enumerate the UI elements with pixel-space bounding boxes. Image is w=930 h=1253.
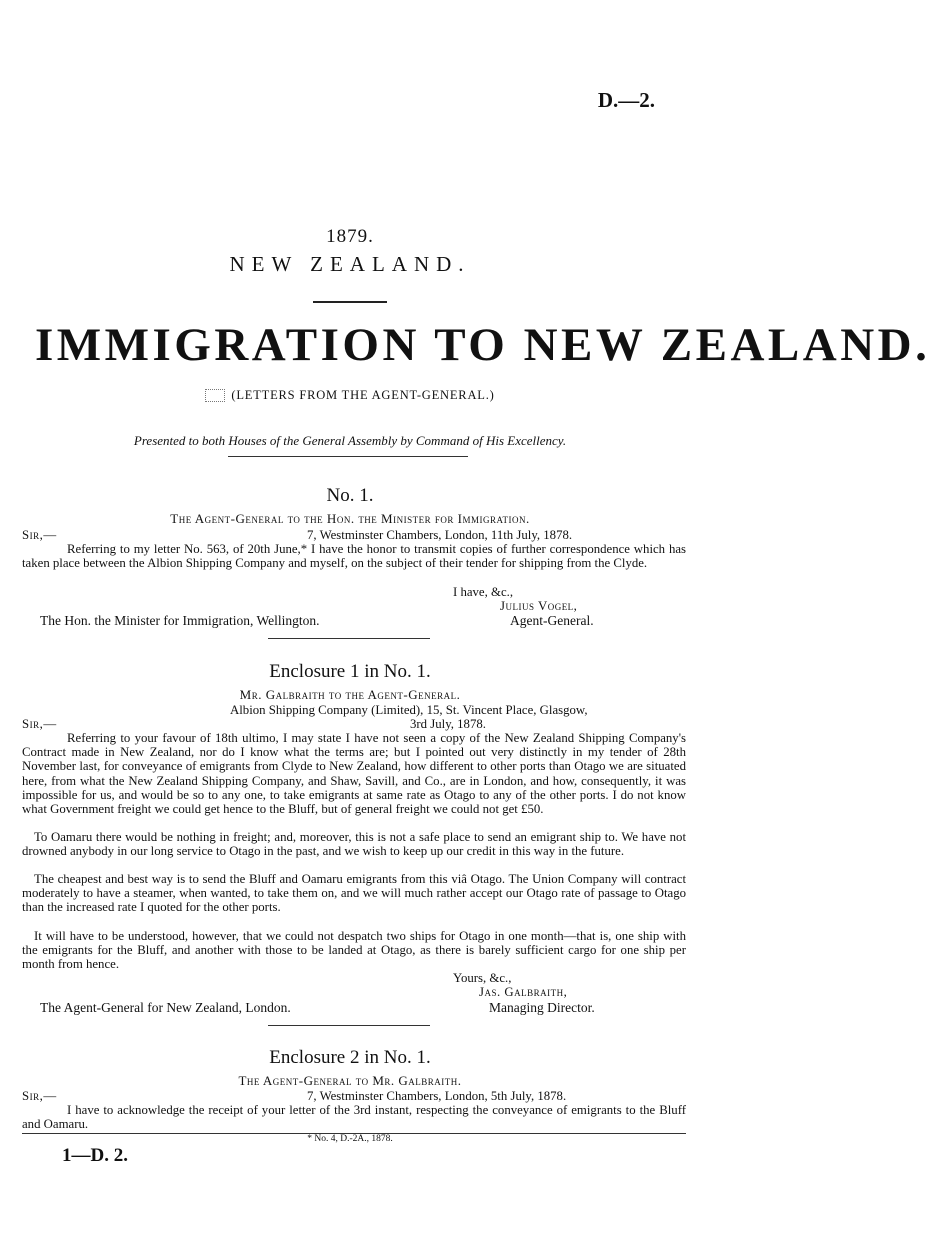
enc1-address-line1: Albion Shipping Company (Limited), 15, St. Vincent Place, Glasgow, [230,703,588,717]
enc1-paragraph-4: It will have to be understood, however, that we could not despatch two ships for Otago in one month—that is, one ship with the emigrants for the Bluff, and another with those to be landed at Otago, as there is barely sufficient cargo for one ship per month from hence. [22,929,686,972]
no1-address: 7, Westminster Chambers, London, 11th July, 1878. [307,528,573,542]
enc1-paragraph-3: The cheapest and best way is to send the Bluff and Oamaru emigrants from this viâ Otago. The Union Company will contract moderately to have a steamer, when wanted, to take them on, and we will much rather accept our Otago rate of passage to Otago than the increased rate I quoted for the other ports. [22,872,686,915]
footnote: * No. 4, D.-2A., 1878. [307,1134,393,1144]
enc2-body: I have to acknowledge the receipt of your letter of the 3rd instant, respecting the conveyance of emigrants to the Bluff and Oamaru. [22,1103,686,1132]
enc1-address-line2: 3rd July, 1878. [410,717,486,731]
document-subtitle: (LETTERS FROM THE AGENT-GENERAL.) [0,388,700,403]
presented-divider [228,456,468,457]
enc1-addressee: The Agent-General for New Zealand, London. [40,1000,291,1015]
enc1-salutation: Sir,— [22,717,57,731]
enc2-title: Enclosure 2 in No. 1. [269,1047,431,1068]
no1-title: No. 1. [326,485,374,506]
enc2-from-to: The Agent-General to Mr. Galbraith. [238,1073,462,1088]
country-heading: NEW ZEALAND. [229,252,471,276]
presented-line: Presented to both Houses of the General Assembly by Command of His Excellency. [133,433,567,448]
no1-divider [268,638,430,639]
enc1-signature-title: Managing Director. [489,1000,595,1015]
session-year: 1879. [326,226,374,247]
no1-addressee: The Hon. the Minister for Immigration, Wellington. [40,613,320,628]
folio: 1—D. 2. [62,1145,128,1166]
no1-body: Referring to my letter No. 563, of 20th June,* I have the honor to transmit copies of further correspondence which has taken place between the Albion Shipping Company and myself, on the subject of their tender for shipping from the Clyde. [22,542,686,571]
enc2-address: 7, Westminster Chambers, London, 5th July, 1878. [307,1089,567,1103]
enc1-from-to: Mr. Galbraith to the Agent-General. [239,687,461,702]
stamp-mark-icon [205,389,225,402]
enc1-paragraph-2: To Oamaru there would be nothing in freight; and, moreover, this is not a safe place to send an emigrant ship to. We have not drowned anybody in our long service to Otago in the past, and we wish to keep up our credit in this way in the future. [22,830,686,859]
no1-salutation: Sir,— [22,528,57,542]
no1-closing: I have, &c., [453,585,514,599]
no1-from-to: The Agent-General to the Hon. the Minister for Immigration. [170,511,530,526]
enc1-paragraph-1: Referring to your favour of 18th ultimo, I may state I have not seen a copy of the New Zealand Shipping Company's Contract made in New Zealand, nor do I know what the terms are; but I pointed out very distinctly in my tender of 28th November last, for conveyance of emigrants from Clyde to New Zealand, how different to other ports than Otago we are situated here, from what the New Zealand Shipping Company, and Shaw, Savill, and Co., are in London, and how, consequently, it was impossible for us, and would be so to any one, to take emigrants at same rate as Otago to any of the other ports. I do not know what Government freight we could get hence to the Bluff, but of general freight we could not get £50. [22,731,686,817]
no1-signature-title: Agent-General. [510,613,594,628]
enc1-closing: Yours, &c., [453,971,512,985]
heading-divider [313,301,387,303]
enc2-salutation: Sir,— [22,1089,57,1103]
enc1-signature: Jas. Galbraith, [479,985,568,999]
no1-signature: Julius Vogel, [500,599,578,613]
enc1-divider [268,1025,430,1026]
document-title: IMMIGRATION TO NEW ZEALAND. [35,319,930,371]
enc1-title: Enclosure 1 in No. 1. [269,661,431,682]
page-reference: D.—2. [597,88,655,112]
